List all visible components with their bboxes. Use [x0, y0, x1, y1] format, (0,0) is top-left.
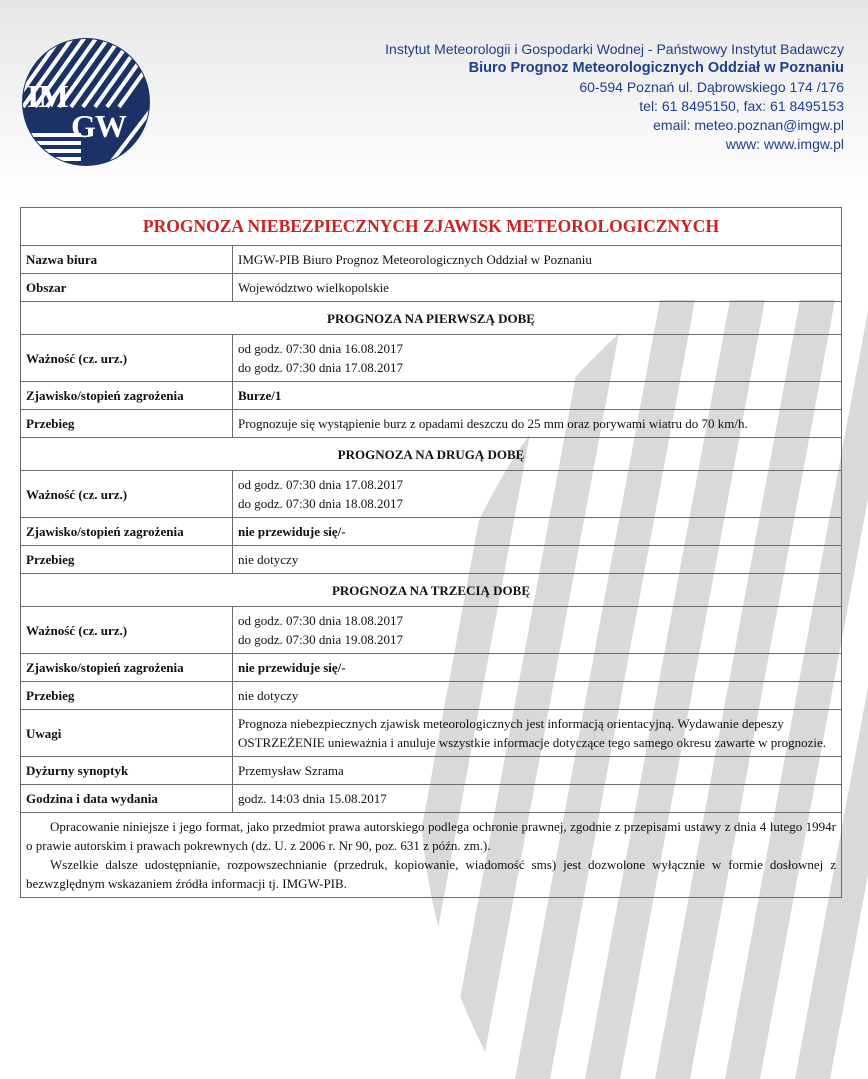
forecast-table	[20, 207, 842, 898]
forecaster-row	[21, 757, 842, 785]
day2-validity-label: Ważność (cz. urz.)	[21, 471, 233, 518]
issued-value: godz. 14:03 dnia 15.08.2017	[233, 785, 842, 813]
institute-header	[385, 40, 844, 154]
day2-validity-from: od godz. 07:30 dnia 17.08.2017	[238, 477, 404, 492]
day3-phenomenon-row	[21, 654, 842, 682]
office-address: 60-594 Poznań ul. Dąbrowskiego 174 /176	[579, 79, 844, 95]
day3-course-value: nie dotyczy	[233, 682, 842, 710]
day2-validity-to: do godz. 07:30 dnia 18.08.2017	[238, 496, 404, 511]
svg-text:GW: GW	[71, 108, 126, 144]
day1-course-label: Przebieg	[21, 410, 233, 438]
day1-course-row	[21, 410, 842, 438]
office-label: Nazwa biura	[21, 246, 233, 274]
day3-phenomenon-value: nie przewiduje się/-	[233, 654, 842, 682]
day3-validity-row	[21, 607, 842, 654]
day1-validity-from: od godz. 07:30 dnia 16.08.2017	[238, 341, 404, 356]
area-row	[21, 274, 842, 302]
institute-name: Instytut Meteorologii i Gospodarki Wodnej - Państwowy Instytut Badawczy	[385, 41, 844, 57]
imgw-logo	[21, 37, 151, 167]
day1-validity-to: do godz. 07:30 dnia 17.08.2017	[238, 360, 404, 375]
day2-course-value: nie dotyczy	[233, 546, 842, 574]
day3-validity-label: Ważność (cz. urz.)	[21, 607, 233, 654]
day2-course-row	[21, 546, 842, 574]
notes-row	[21, 710, 842, 757]
day2-phenomenon-row	[21, 518, 842, 546]
copyright-paragraph-1: Opracowanie niniejsze i jego format, jako przedmiot prawa autorskiego podlega ochronie prawnej, zgodnie z przepisami ustawy z dnia 4 lutego 1994r o prawie autorskim i prawach pokrewnych (dz. U. z 2006 r. Nr 90, poz. 631 z późn. zm.).	[26, 819, 836, 853]
day3-heading: PROGNOZA NA TRZECIĄ DOBĘ	[21, 574, 842, 607]
issued-label: Godzina i data wydania	[21, 785, 233, 813]
day1-phenomenon-value: Burze/1	[233, 382, 842, 410]
day1-heading: PROGNOZA NA PIERWSZĄ DOBĘ	[21, 302, 842, 335]
office-name: Biuro Prognoz Meteorologicznych Oddział w Poznaniu	[468, 60, 844, 76]
notes-label: Uwagi	[21, 710, 233, 757]
day1-course-value: Prognozuje się wystąpienie burz z opadami deszczu do 25 mm oraz porywami wiatru do 70 km/h.	[233, 410, 842, 438]
document-title: PROGNOZA NIEBEZPIECZNYCH ZJAWISK METEOROLOGICZNYCH	[21, 208, 842, 246]
day1-phenomenon-row	[21, 382, 842, 410]
office-row	[21, 246, 842, 274]
day2-phenomenon-value: nie przewiduje się/-	[233, 518, 842, 546]
copyright-note	[21, 813, 842, 898]
day2-validity-row	[21, 471, 842, 518]
day3-heading-row	[21, 574, 842, 607]
day2-heading-row	[21, 438, 842, 471]
copyright-paragraph-2: Wszelkie dalsze udostępnianie, rozpowszechnianie (przedruk, kopiowanie, wiadomość sms) jest dozwolone wyłącznie w formie dosłownej z bezwzględnym wskazaniem źródła informacji tj. IMGW-PIB.	[26, 857, 836, 891]
day3-course-label: Przebieg	[21, 682, 233, 710]
day1-validity-row	[21, 335, 842, 382]
issued-row	[21, 785, 842, 813]
day3-validity-from: od godz. 07:30 dnia 18.08.2017	[238, 613, 404, 628]
day3-validity-value	[233, 607, 842, 654]
svg-text:IM: IM	[27, 78, 68, 114]
area-label: Obszar	[21, 274, 233, 302]
day3-phenomenon-label: Zjawisko/stopień zagrożenia	[21, 654, 233, 682]
day1-validity-label: Ważność (cz. urz.)	[21, 335, 233, 382]
day1-validity-value	[233, 335, 842, 382]
office-website[interactable]: www: www.imgw.pl	[725, 136, 844, 152]
copyright-row	[21, 813, 842, 898]
day2-heading: PROGNOZA NA DRUGĄ DOBĘ	[21, 438, 842, 471]
title-row	[21, 208, 842, 246]
day2-course-label: Przebieg	[21, 546, 233, 574]
office-phone: tel: 61 8495150, fax: 61 8495153	[639, 98, 844, 114]
day2-phenomenon-label: Zjawisko/stopień zagrożenia	[21, 518, 233, 546]
day1-phenomenon-label: Zjawisko/stopień zagrożenia	[21, 382, 233, 410]
forecaster-value: Przemysław Szrama	[233, 757, 842, 785]
day1-heading-row	[21, 302, 842, 335]
forecaster-label: Dyżurny synoptyk	[21, 757, 233, 785]
notes-value: Prognoza niebezpiecznych zjawisk meteorologicznych jest informacją orientacyjną. Wydawanie depeszy OSTRZEŻENIE unieważnia i anuluje wszystkie informacje dotyczące tego samego okresu zawarte w prognozie.	[233, 710, 842, 757]
day3-validity-to: do godz. 07:30 dnia 19.08.2017	[238, 632, 404, 647]
day2-validity-value	[233, 471, 842, 518]
day3-course-row	[21, 682, 842, 710]
office-value: IMGW-PIB Biuro Prognoz Meteorologicznych Oddział w Poznaniu	[233, 246, 842, 274]
office-email[interactable]: email: meteo.poznan@imgw.pl	[653, 117, 844, 133]
area-value: Województwo wielkopolskie	[233, 274, 842, 302]
